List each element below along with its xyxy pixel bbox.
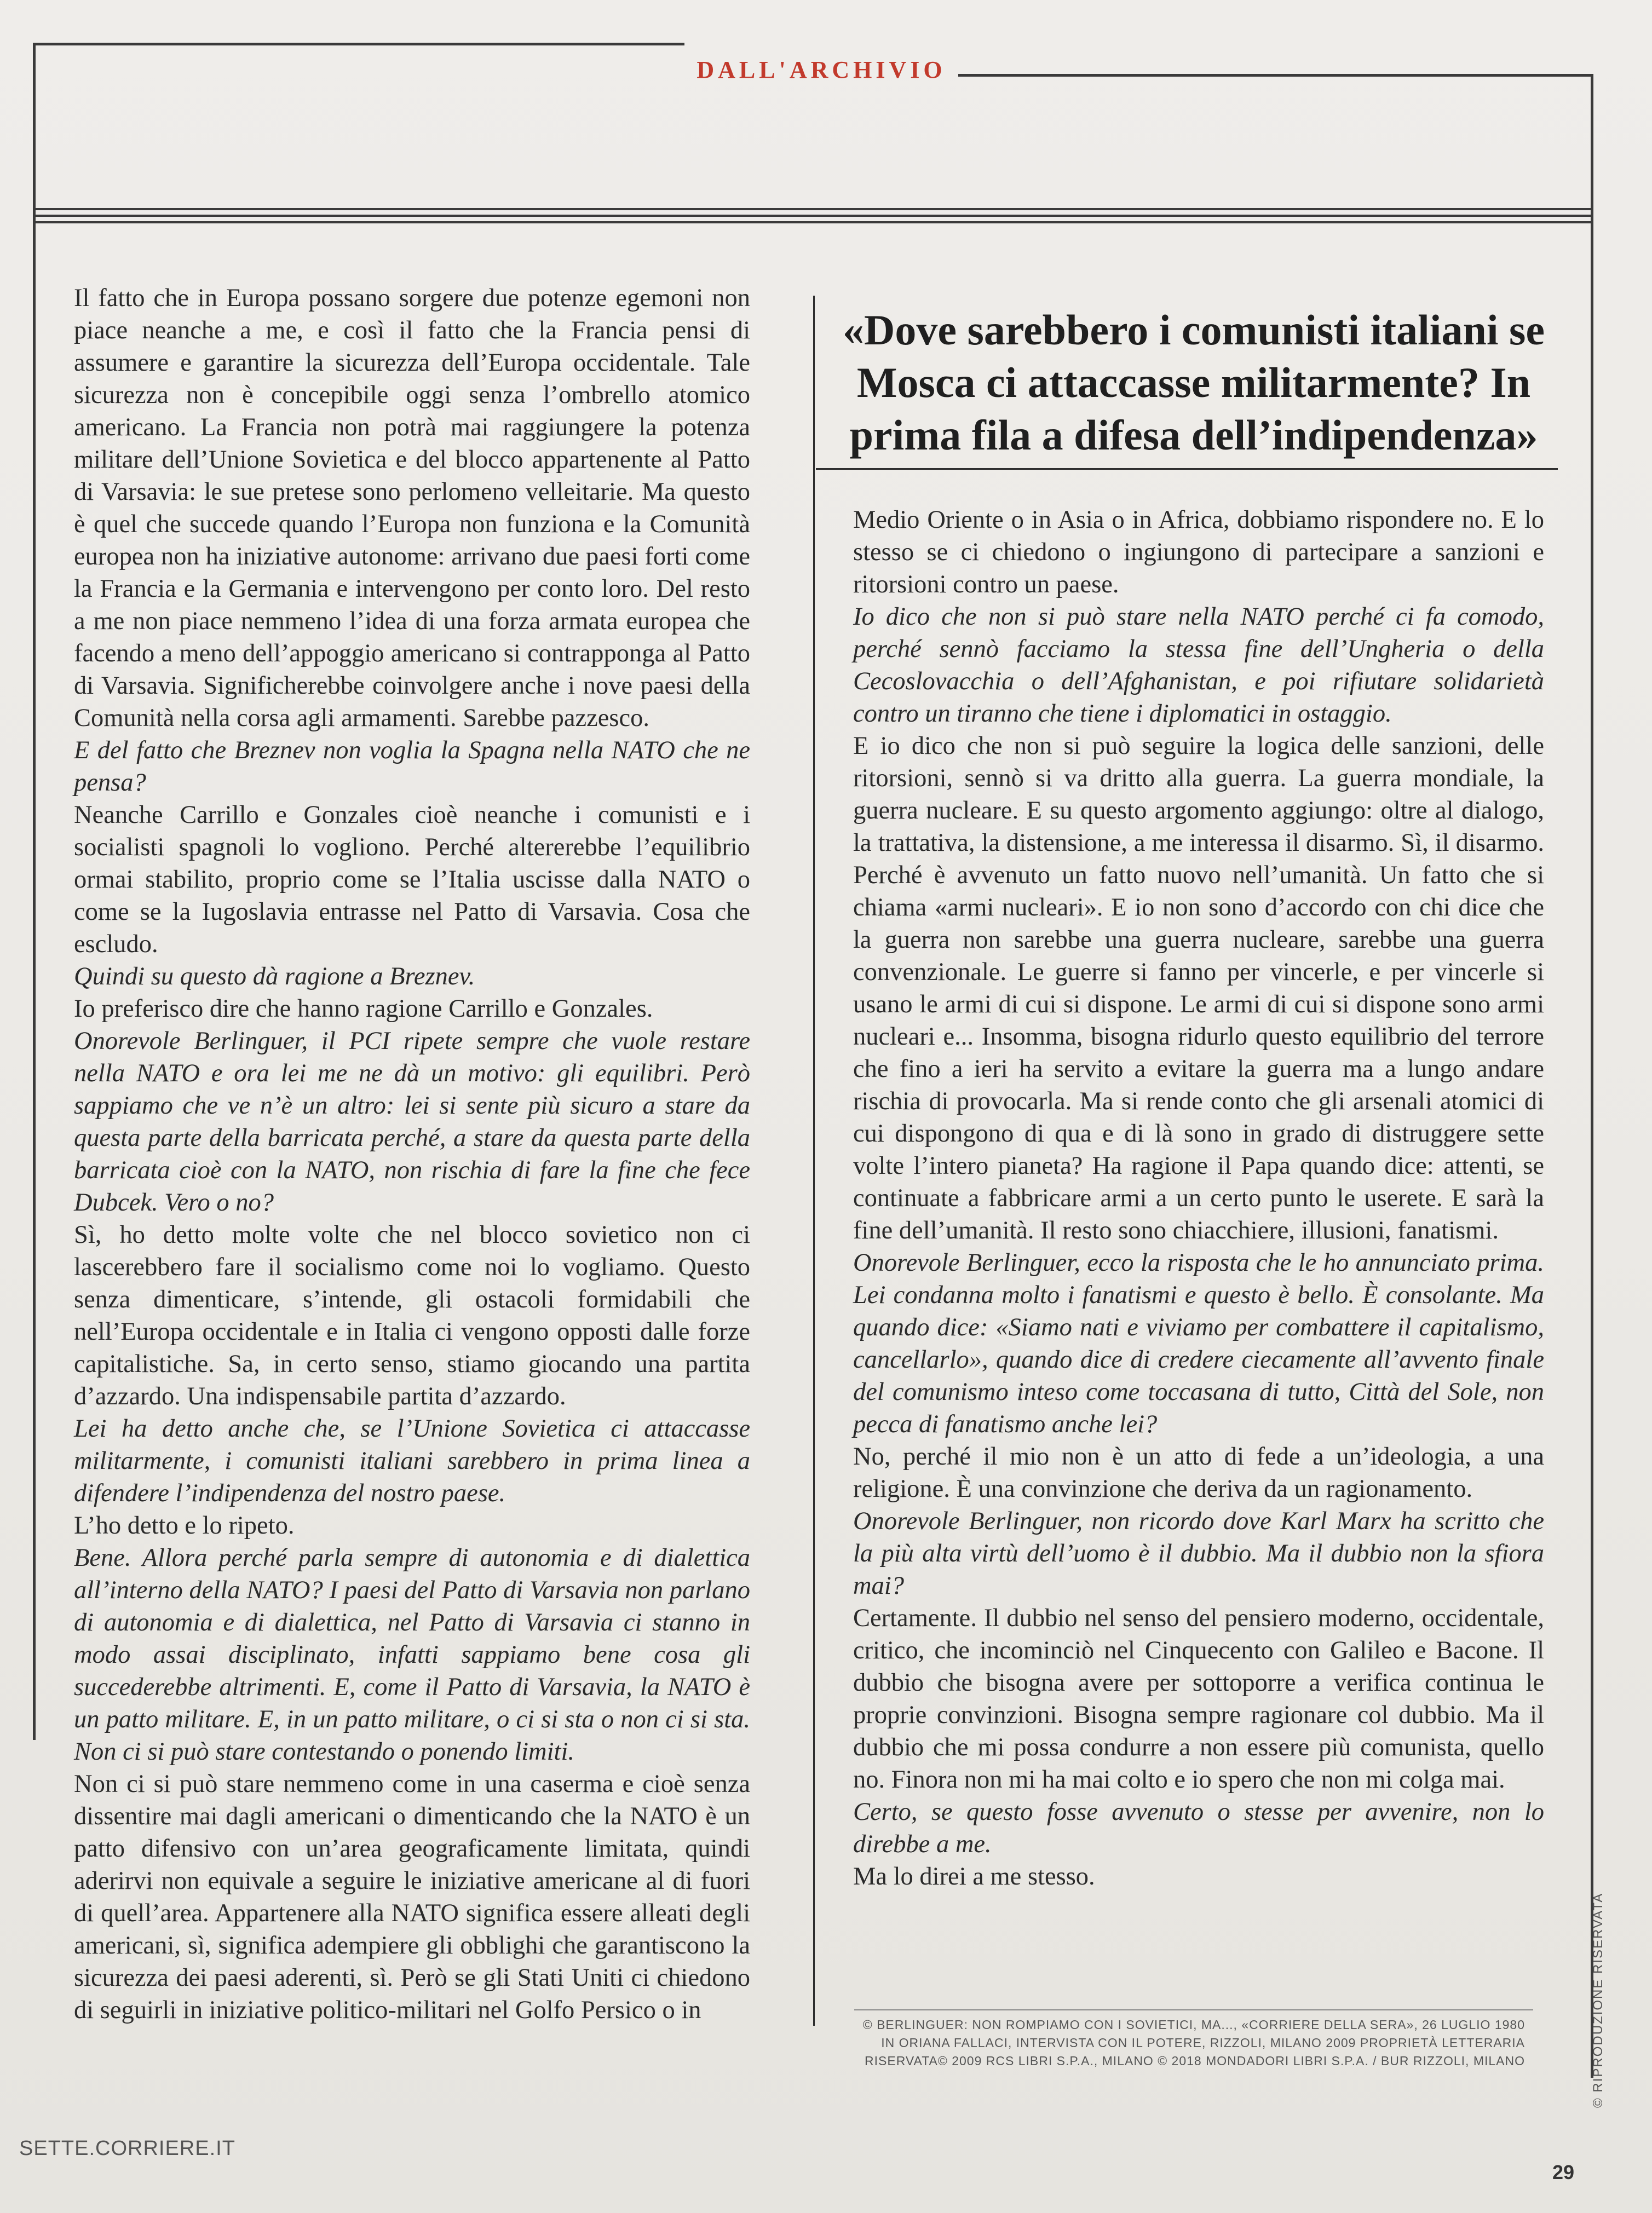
frame-rule-right: [1591, 74, 1593, 2078]
interview-question: Certo, se questo fosse avvenuto o stesse per avvenire, non lo direbbe a me.: [853, 1798, 1544, 1858]
frame-rule-top-left: [33, 43, 684, 45]
site-url: SETTE.CORRIERE.IT: [19, 2137, 235, 2160]
interview-answer: Medio Oriente o in Asia o in Africa, dobbiamo rispondere no. E lo stesso se ci chiedono o ingiungono di partecipare a sanzioni e ritorsioni contro un paese.: [853, 506, 1544, 598]
rule-line: [33, 215, 1593, 217]
interview-answer: No, perché il mio non è un atto di fede a un’ideologia, a una religione. È una convinzione che deriva da un ragionamento.: [853, 1443, 1544, 1503]
page-number: 29: [1552, 2161, 1575, 2183]
interview-question: Onorevole Berlinguer, ecco la risposta che le ho annunciato prima. Lei condanna molto i fanatismi e questo è bello. È consolante. Ma quando dice: «Siamo nati e viviamo per combattere il capitalismo, cancellarlo», quando dice di credere ciecamente all’avvento finale del comunismo inteso come toccasana di tutto, Città del Sole, non pecca di fanatismo anche lei?: [853, 1249, 1544, 1438]
interview-question: Onorevole Berlinguer, non ricordo dove Karl Marx ha scritto che la più alta virtù dell’uomo è il dubbio. Ma il dubbio non la sfiora mai?: [853, 1507, 1544, 1600]
interview-answer: L’ho detto e lo ripeto.: [74, 1512, 295, 1540]
interview-answer: Il fatto che in Europa possano sorgere due potenze egemoni non piace neanche a me, e così il fatto che la Francia pensi di assumere e garantire la sicurezza dell’Europa occidentale. Tale sicurezza non è concepibile oggi senza l’ombrello atomico americano. La Francia non potrà mai raggiungere la potenza militare dell’Unione Sovietica e del blocco appartenente al Patto di Varsavia: le sue pretese sono perlomeno velleitarie. Ma questo è quel che succede quando l’Europa non funziona e la Comunità europea non ha iniziative autonome: arrivano due paesi forti come la Francia e la Germania e intervengono per conto loro. Del resto a me non piace nemmeno l’idea di una forza armata europea che facendo a meno dell’appoggio americano si contrapponga al Patto di Varsavia. Significherebbe coinvolgere anche i nove paesi della Comunità nella corsa agli armamenti. Sarebbe pazzesco.: [74, 284, 750, 732]
interview-answer: Neanche Carrillo e Gonzales cioè neanche i comunisti e i socialisti spagnoli lo vogliono. Perché altererebbe l’equilibrio ormai stabilito, proprio come se l’Italia uscisse dalla NATO o come se la Iugoslavia entrasse nel Patto di Varsavia. Cosa che escludo.: [74, 801, 750, 958]
header-triple-rule: [33, 208, 1593, 228]
article-column-right: [853, 504, 1544, 1893]
interview-question: Bene. Allora perché parla sempre di autonomia e di dialettica all’interno della NATO? I paesi del Patto di Varsavia non parlano di autonomia e di dialettica, nel Patto di Varsavia ci stanno in modo assai disciplinato, infatti sappiamo bene cosa gli succederebbe altrimenti. E, come il Patto di Varsavia, la NATO è un patto militare. E, in un patto militare, o ci si sta o non ci si sta. Non ci si può stare contestando o ponendo limiti.: [74, 1544, 750, 1766]
interview-answer: E io dico che non si può seguire la logica delle sanzioni, delle ritorsioni, sennò si va dritto alla guerra. La guerra mondiale, la guerra nucleare. E su questo argomento aggiungo: oltre al dialogo, la trattativa, la distensione, a me interessa il disarmo. Sì, il disarmo. Perché è avvenuto un fatto nuovo nell’umanità. Un fatto che si chiama «armi nucleari». E io non sono d’accordo con chi dice che la guerra non sarebbe una guerra nucleare, sarebbe una guerra convenzionale. Le guerre si fanno per vincerle, e per vincerle si usano le armi di cui si dispone. Le armi di cui si dispone sono armi nucleari e... Insomma, bisogna ridurlo questo equilibrio del terrore che fino a ieri ha servito a evitare la guerra ma a lungo andare rischia di provocarla. Ma si rende conto che gli arsenali atomici di cui dispongono di qua e di là sono in grado di distruggere sette volte l’intero pianeta? Ha ragione il Papa quando dice: attenti, se continuate a fabbricare armi a un certo punto le userete. E sarà la fine dell’umanità. Il resto sono chiacchiere, illusioni, fanatismi.: [853, 732, 1544, 1244]
interview-answer: Ma lo direi a me stesso.: [853, 1863, 1095, 1891]
reproduction-notice: © RIPRODUZIONE RISERVATA: [1591, 1892, 1605, 2108]
frame-rule-top-right: [958, 74, 1593, 77]
section-kicker: DALL'ARCHIVIO: [697, 56, 946, 83]
pull-quote-rule: [816, 468, 1558, 470]
interview-answer: Non ci si può stare nemmeno come in una caserma e cioè senza dissentire mai dagli americani o dimenticando che la NATO è un patto difensivo con un’area geograficamente limitata, quindi aderirvi non equivale a seguire le iniziative americane al di fuori di quell’area. Appartenere alla NATO significa essere alleati degli americani, sì, significa adempiere gli obblighi che garantiscono la sicurezza dei paesi aderenti, sì. Però se gli Stati Uniti ci chiedono di seguirli in iniziative politico-militari nel Golfo Persico o in: [74, 1770, 750, 2024]
interview-question: Lei ha detto anche che, se l’Unione Sovietica ci attaccasse militarmente, i comunisti italiani sarebbero in prima linea a difendere l’indipendenza del nostro paese.: [74, 1415, 750, 1507]
interview-question: E del fatto che Breznev non voglia la Spagna nella NATO che ne pensa?: [74, 736, 750, 797]
copyright-credits: © BERLINGUER: NON ROMPIAMO CON I SOVIETICI, MA..., «CORRIERE DELLA SERA», 26 LUGLIO 1980 IN ORIANA FALLACI, INTERVISTA CON IL POTERE, RIZZOLI, MILANO 2009 PROPRIETÀ LETTERARIA RISERVATA© 2009 RCS LIBRI S.P.A., MILANO © 2018 MONDADORI LIBRI S.P.A. / BUR RIZZOLI, MILANO: [862, 2018, 1525, 2068]
article-column-left: [74, 282, 750, 2026]
interview-answer: Io preferisco dire che hanno ragione Carrillo e Gonzales.: [74, 995, 653, 1023]
rule-line: [33, 221, 1593, 223]
credits-rule: [854, 2009, 1533, 2010]
pull-quote: «Dove sarebbero i comunisti italiani se Mosca ci attaccasse militarmente? In prima fila a difesa dell’indipendenza»: [843, 306, 1545, 459]
interview-answer: Sì, ho detto molte volte che nel blocco sovietico non ci lascerebbero fare il socialismo come noi lo vogliamo. Questo senza dimenticare, s’intende, gli ostacoli formidabili che nell’Europa occidentale e in Italia ci vengono opposti dalle forze capitalistiche. Sa, in certo senso, stiamo giocando una partita d’azzardo. Una indispensabile partita d’azzardo.: [74, 1221, 750, 1410]
rule-line: [33, 208, 1593, 210]
interview-question: Io dico che non si può stare nella NATO perché ci fa comodo, perché sennò facciamo la stessa fine dell’Ungheria o della Cecoslovacchia o dell’Afghanistan, e poi rifiutare solidarietà contro un tiranno che tiene i diplomatici in ostaggio.: [853, 603, 1544, 728]
interview-question: Onorevole Berlinguer, il PCI ripete sempre che vuole restare nella NATO e ora lei me ne dà un motivo: gli equilibri. Però sappiamo che ve n’è un altro: lei si sente più sicuro a stare da questa parte della barricata perché, a stare da questa parte della barricata cioè con la NATO, non rischia di fare la fine che fece Dubcek. Vero o no?: [74, 1027, 750, 1217]
frame-rule-left: [33, 43, 36, 1740]
interview-question: Quindi su questo dà ragione a Breznev.: [74, 963, 475, 990]
interview-answer: Certamente. Il dubbio nel senso del pensiero moderno, occidentale, critico, che incominciò nel Cinquecento con Galileo e Bacone. Il dubbio che bisogna avere per sottoporre a verifica continua le proprie convinzioni. Bisogna sempre ragionare col dubbio. Ma il dubbio che mi possa condurre a non essere più comunista, quello no. Finora non mi ha mai colto e io spero che non mi colga mai.: [853, 1604, 1544, 1794]
column-divider: [813, 296, 815, 2026]
